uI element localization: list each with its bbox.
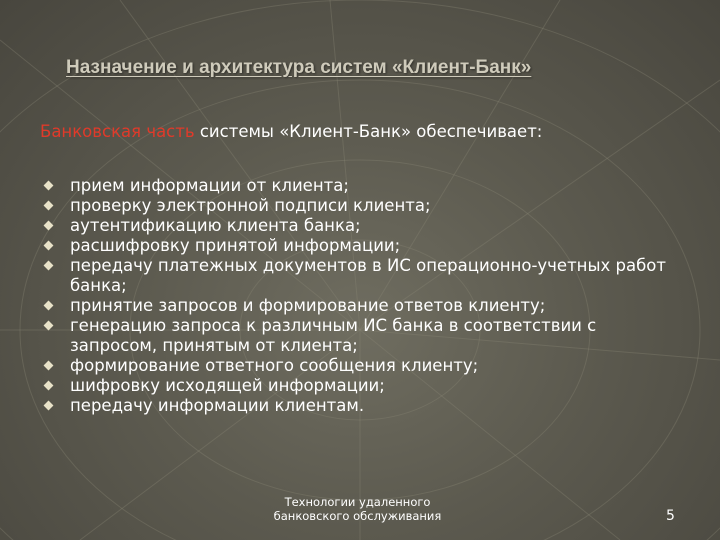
list-item-text: аутентификацию клиента банка; [70,216,361,235]
diamond-bullet-icon [44,381,54,391]
diamond-bullet-icon [44,241,54,251]
intro-rest: системы «Клиент-Банк» обеспечивает: [194,122,543,141]
list-item [42,236,682,256]
list-item [42,256,682,296]
slide-title: Назначение и архитектура систем «Клиент-Банк» [66,57,532,78]
list-item [42,296,682,316]
diamond-bullet-icon [44,401,54,411]
page-number: 5 [666,508,675,524]
list-item-text: передачу информации клиентам. [70,396,365,415]
list-item-text: прием информации от клиента; [70,176,349,195]
list-item-text: принятие запросов и формирование ответов клиенту; [70,296,546,315]
diamond-bullet-icon [44,321,54,331]
diamond-bullet-icon [44,181,54,191]
diamond-bullet-icon [44,201,54,211]
list-item [42,216,682,236]
slide-footer: Технологии удаленного банковского обслуживания [273,495,442,523]
list-item-text: проверку электронной подписи клиента; [70,196,431,215]
intro-text [40,122,700,141]
list-item [42,196,682,216]
diamond-bullet-icon [44,221,54,231]
list-item-text: генерацию запроса к различным ИС банка в соответствии с запросом, принятым от клиента; [70,316,597,355]
list-item-text: передачу платежных документов в ИС операционно-учетных работ банка; [70,256,666,295]
diamond-bullet-icon [44,261,54,271]
list-item [42,316,682,356]
intro-highlight: Банковская часть [40,122,195,141]
list-item [42,356,682,376]
diamond-bullet-icon [44,361,54,371]
list-item [42,376,682,396]
list-item [42,396,682,416]
list-item-text: формирование ответного сообщения клиенту; [70,356,479,375]
bullet-list [42,176,682,416]
list-item-text: расшифровку принятой информации; [70,236,401,255]
list-item [42,176,682,196]
diamond-bullet-icon [44,301,54,311]
list-item-text: шифровку исходящей информации; [70,376,385,395]
